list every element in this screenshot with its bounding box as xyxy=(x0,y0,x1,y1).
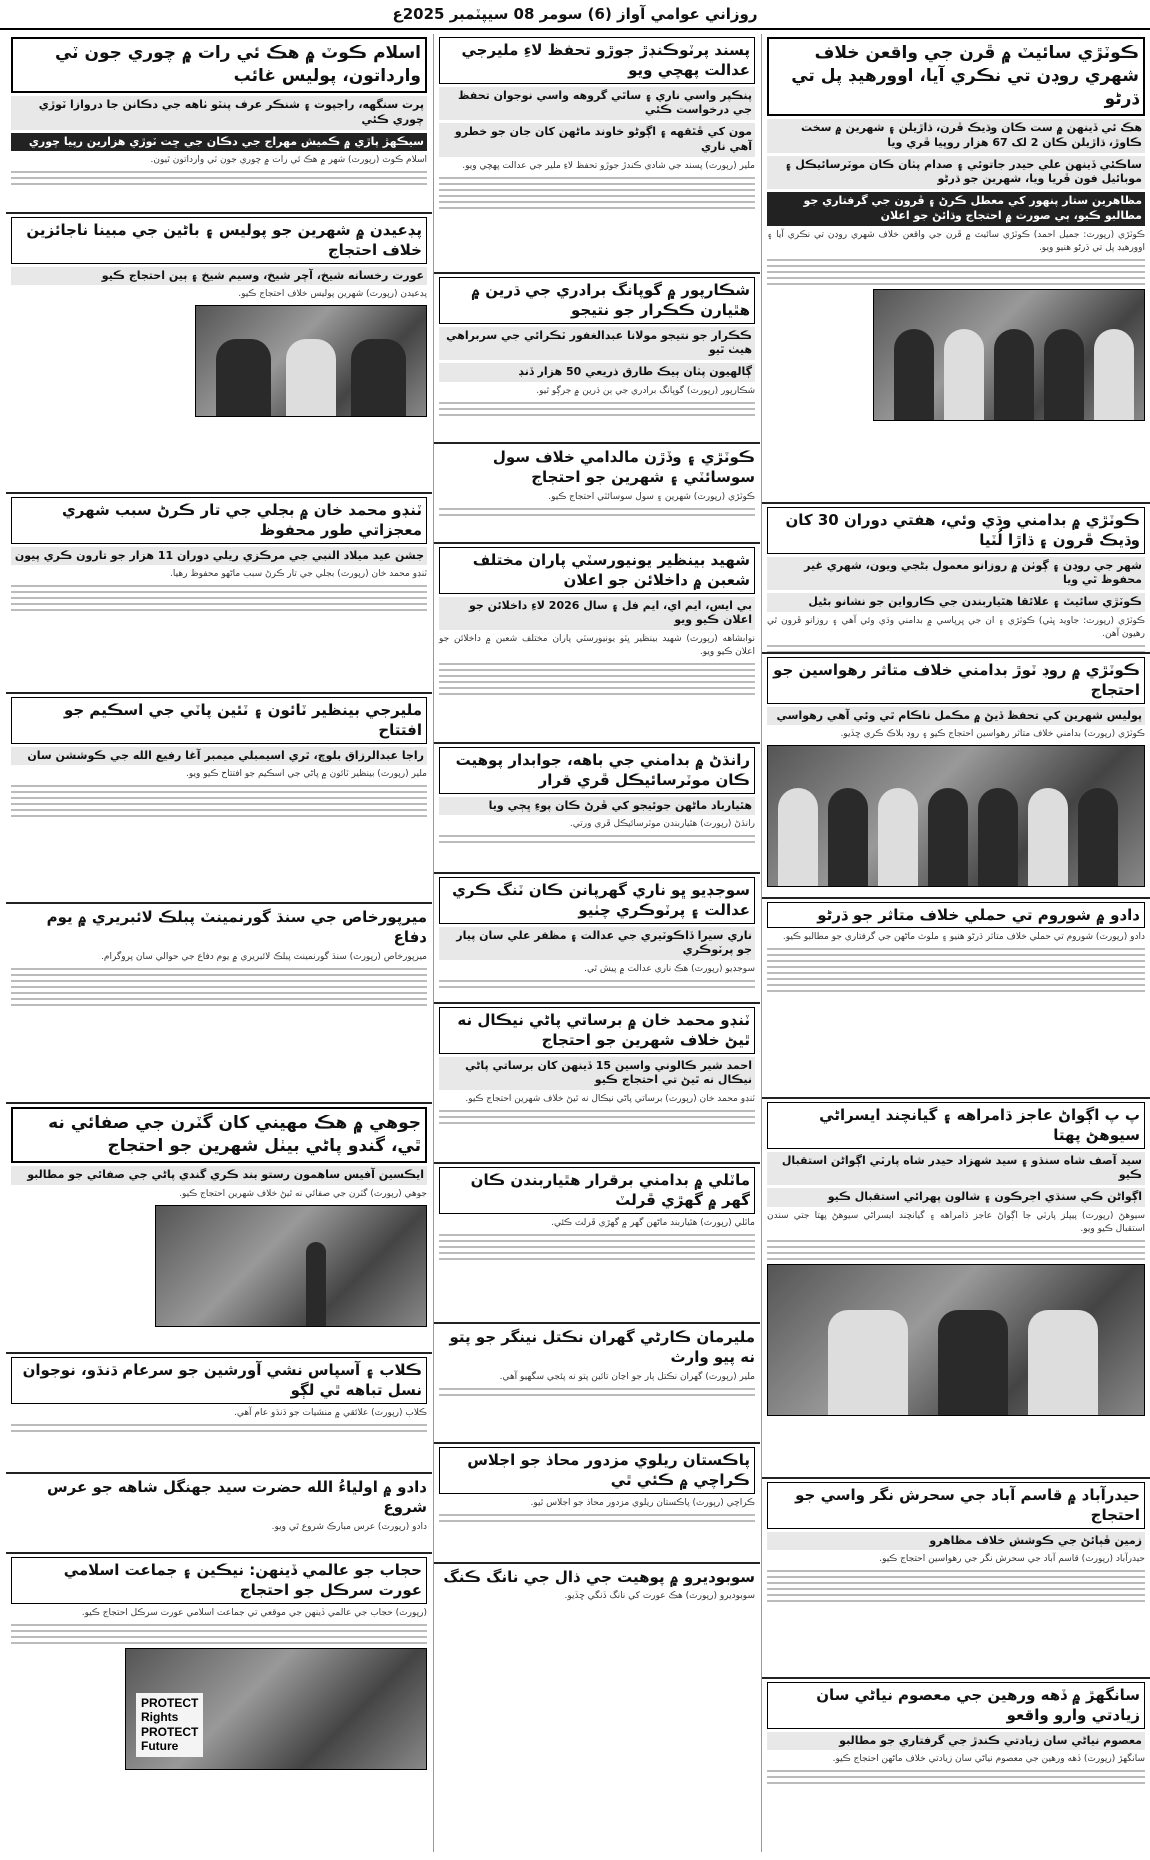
subheadline: راجا عبدالرزاق بلوچ، ٿري اسيمبلي ميمبر آغا رفيع الله جي ڪوششن سان xyxy=(11,747,427,766)
text-lines xyxy=(439,1514,755,1522)
text-lines xyxy=(767,1770,1145,1784)
article-body: ڪوٽڙي (رپورٽ) بدامني خلاف متاثر رهواسين احتجاج ڪيو ۽ روڊ بلاڪ ڪري ڇڏيو. xyxy=(840,729,1145,740)
headline: رانڌڻ ۾ بدامني جي باهه، جوابدار پوهيت ڪان موٽرسائيڪل ڦري قرار xyxy=(439,747,755,794)
article-body: اسلام ڪوٽ (رپورٽ) شهر ۾ هڪ ئي رات ۾ چوري جون ٽي وارداتون ٿيون. xyxy=(150,155,427,166)
text-lines xyxy=(11,171,427,185)
story xyxy=(434,1164,760,1324)
headline: پڊعيدن ۾ شهرين جو پوليس ۽ باڻين جي مبينا ناجائزين خلاف احتجاج xyxy=(11,217,427,264)
subheadline: ڪڪرار جو نتيجو مولانا عبدالغفور ٽڪرائي جي سربراهي هيٺ ٿيو xyxy=(439,327,755,361)
headline: ٽنڊو محمد خان ۾ برساتي پاڻي نيڪال نه ٿيڻ خلاف شهرين جو احتجاج xyxy=(439,1007,755,1054)
story xyxy=(762,1679,1150,1849)
headline: ڪلاب ۽ آسپاس نشي آورشين جو سرعام ڌنڌو، نوجوان نسل تباهه ٿي لڳو xyxy=(11,1357,427,1404)
article-body: ملير (رپورٽ) بينظير ٽائون ۾ پاڻي جي اسڪيم جو افتتاح ڪيو ويو. xyxy=(186,769,427,780)
subheadline: پرت سنگهه، راجپوت ۽ شنڪر عرف پنٽو ٺاهه جي دڪانن جا دروازا ٽوڙي چوري ڪئي xyxy=(11,96,427,130)
story xyxy=(434,874,760,1004)
article-body: سوبوديرو (رپورٽ) هڪ عورت کي نانگ ڏنگي ڇڏيو. xyxy=(564,1591,755,1602)
story xyxy=(6,494,432,694)
banner-line: PROTECT xyxy=(141,1695,199,1710)
article-body: رانڌڻ (رپورٽ) هٿياربندن موٽرسائيڪل ڦري ورتي. xyxy=(569,819,755,830)
text-lines xyxy=(11,968,427,1006)
story xyxy=(434,1564,760,1654)
subheadline: هٿيارباد ماڻهن جوئيجو کي ڦرڻ ڪان پوءِ ڀڄي ويا xyxy=(439,797,755,816)
article-body: سيوهڻ (رپورٽ) پيپلز پارٽي جا اڳواڻ عاجز ڌامراهه ۽ گيانچند ايسراڻي سيوهڻ پهتا جتي سندن استقبال ڪيو ويو. xyxy=(767,1211,1145,1235)
article-body: ڪراچي (رپورٽ) پاڪستان ريلوي مزدور محاذ جو اجلاس ٿيو. xyxy=(530,1497,755,1508)
text-lines xyxy=(11,1624,427,1644)
text-lines xyxy=(439,663,755,695)
article-body: پڊعيدن (رپورٽ) شهرين پوليس خلاف احتجاج ڪيو. xyxy=(238,289,427,300)
text-lines xyxy=(439,1234,755,1260)
story xyxy=(6,1554,432,1844)
story xyxy=(6,34,432,214)
story xyxy=(6,214,432,494)
article-body: ڪلاب (رپورٽ) علائقي ۾ منشيات جو ڌنڌو عام آهي. xyxy=(233,1407,427,1418)
subheadline: احمد شير ڪالوني واسين 15 ڏينهن کان برساتي پاڻي نيڪال نه ٿيڻ تي احتجاج ڪيو xyxy=(439,1057,755,1091)
article-body: دادو (رپورٽ) عرس مبارڪ شروع ٿي ويو. xyxy=(271,1521,427,1532)
article-body: ملير (رپورٽ) گهران نڪتل ٻار جو اڃان تائين پتو نه پئجي سگهيو آهي. xyxy=(499,1371,755,1382)
article-body: دادو (رپورٽ) شوروم تي حملي خلاف متاثر ڌرڻو هنيو ۽ ملوث ماڻهن جي گرفتاري جو مطالبو ڪيو. xyxy=(782,932,1145,943)
text-lines xyxy=(767,259,1145,285)
text-lines xyxy=(439,508,755,516)
article-body: ڪوٽڙي (رپورٽ: جميل احمد) ڪوٽڙي سائيٽ ۾ ڦرن جي واقعن خلاف شهري روڊن تي نڪري آيا ۽ اوورهيڊ پل تي ڌرڻو هنيو ويو. xyxy=(767,229,1145,253)
headline: مليرمان ڪارڻي گهران نڪتل نينگر جو پتو نه پيو وارث xyxy=(449,1328,755,1367)
article-body: جوهي (رپورٽ) گٽرن جي صفائي نه ٿيڻ خلاف شهرين احتجاج ڪيو. xyxy=(179,1188,427,1199)
headline: سوبوديرو ۾ پوهيت جي ذال جي نانگ ڪنگ xyxy=(443,1568,755,1586)
text-lines xyxy=(11,785,427,817)
article-body: ٽنڊو محمد خان (رپورٽ) برساتي پاڻي نيڪال نه ٿيڻ خلاف شهرين احتجاج ڪيو. xyxy=(465,1094,755,1105)
story xyxy=(6,1354,432,1474)
subheadline: ناري سيرا ڏاڪوٽيري جي عدالت ۽ مظفر علي سان پيار جو پرٽوڪري xyxy=(439,927,755,961)
headline: اسلام ڪوٽ ۾ هڪ ئي رات ۾ چوري جون ٽي وارداتون، پوليس غائب xyxy=(11,37,427,93)
headline: مليرجي بينظير ٽائون ۽ ٽئين پاٽي جي اسڪيم جو افتتاح xyxy=(11,697,427,744)
subheadline: معصوم نياڻي سان زيادتي ڪندڙ جي گرفتاري جو مطالبو xyxy=(767,1732,1145,1751)
headline: شهيد بينظير يونيورسٽي پاران مختلف شعبن ۾ داخلائن جو اعلان xyxy=(439,547,755,594)
story xyxy=(6,694,432,904)
banner-line: PROTECT xyxy=(141,1724,199,1739)
headline: ڪوٽڙي سائيٽ ۾ ڦرن جي واقعن خلاف شهري روڊن تي نڪري آيا، اوورهيڊ پل تي ڌرڻو xyxy=(767,37,1145,116)
headline: سوجڊيو ڀو ناري گهرپانن ڪان ٽنگ ڪري عدالت ۽ پرٽوڪري چٺيو xyxy=(439,877,755,924)
article-body: (رپورٽ) حجاب جي عالمي ڏينهن جي موقعي تي جماعت اسلامي عورت سرڪل احتجاج ڪيو. xyxy=(81,1607,427,1618)
text-lines xyxy=(439,1110,755,1124)
story xyxy=(434,444,760,544)
headline: حجاب جو عالمي ڏينهن: نيڪين ۽ جماعت اسلامي عورت سرڪل جو احتجاج xyxy=(11,1557,427,1604)
text-lines xyxy=(11,585,427,611)
headline: ميرپورخاص جي سنڌ گورنمينٽ پبلڪ لائبريري ۾ يوم دفاع xyxy=(46,908,427,947)
news-photo xyxy=(195,305,427,417)
article-body: ٽنڊو محمد خان (رپورٽ) بجلي جي تار ڪرڻ سبب ماڻهو محفوظ رهيا. xyxy=(170,569,427,580)
text-lines xyxy=(439,835,755,843)
text-lines xyxy=(11,1424,427,1432)
headline: دادو ۾ شوروم تي حملي خلاف متاثر جو ڌرڻو xyxy=(767,902,1145,928)
article-body: شڪارپور (رپورٽ) گوپانگ برادري جي ٻن ڌرين ۾ جرڳو ٿيو. xyxy=(536,386,755,397)
subheadline: هڪ ئي ڏينهن ۾ ست ڪان وڌيڪ ڦرن، ڌاڙيلن ۽ شهرين ۾ سخت ڪاوڙ، ڌاڙيلن ڪان 2 لک 67 هزار روپيا ڦري ويا xyxy=(767,119,1145,153)
subheadline: سيد آصف شاه سنڌو ۽ سيد شهزاد حيدر شاه پارٽي اڳواڻن استقبال ڪيو xyxy=(767,1152,1145,1186)
story xyxy=(434,1444,760,1564)
headline: ڪوٽڙي ۾ روڊ ٽوڙ بدامني خلاف متاثر رهواسين جو احتجاج xyxy=(767,657,1145,704)
headline: شڪارپور ۾ گوپانگ برادري جي ڌرين ۾ هٿيارن ڪڪرار جو نتيجو xyxy=(439,277,755,324)
headline: ڪوٽڙي ۽ وڏڙن مالدامي خلاف سول سوسائٽي ۽ شهرين جو احتجاج xyxy=(492,448,755,487)
headline: ڪوٽڙي ۾ بدامني وڌي وئي، هفتي دوران 30 کان وڌيڪ ڦرون ۽ ڌاڙا لُٽيا xyxy=(767,507,1145,554)
text-lines xyxy=(767,948,1145,992)
story xyxy=(6,1104,432,1354)
subheadline: ساڪئي ڏينهن علي حيدر جاتوئي ۽ صدام پٺان ڪان موٽرسائيڪل ۽ موبائيل فون ڦريا ويا، شهرين جو ڌرڻو xyxy=(767,156,1145,190)
subheadline: شهر جي روڊن ۽ ڳوٺن ۾ روزانو معمول بڻجي ويون، شهري غير محفوظ ٿي ويا xyxy=(767,557,1145,591)
story xyxy=(762,1479,1150,1679)
column-left xyxy=(6,34,432,1852)
headline: ٽنڊو محمد خان ۾ بجلي جي تار ڪرڻ سبب شهري معجزاتي طور محفوظ xyxy=(11,497,427,544)
subheadline: جشن عيد ميلاد النبي جي مرڪزي ريلي دوران 11 هزار جو تارون ڪري پيون xyxy=(11,547,427,566)
subheadline: مظاهرين ستار پنهور کي معطل ڪرڻ ۽ ڦرون جي گرفتاري جو مطالبو ڪيو، ٻي صورت ۾ احتجاج وڌائڻ جو اعلان xyxy=(767,192,1145,226)
news-photo xyxy=(767,1264,1145,1416)
story xyxy=(762,504,1150,654)
story xyxy=(434,744,760,874)
text-lines xyxy=(439,402,755,416)
text-lines xyxy=(439,980,755,988)
headline: جوهي ۾ هڪ مهيني کان گٽرن جي صفائي نه ٿي، گندو پاڻي بيٺل شهرين جو احتجاج xyxy=(11,1107,427,1163)
masthead: روزاني عوامي آواز (6) سومر 08 سيپٽمبر 2025ع xyxy=(0,0,1150,30)
subheadline: اڳواڻن ڪي سنڌي اجرڪون ۽ شالون پهرائي استقبال ڪيو xyxy=(767,1188,1145,1207)
story xyxy=(6,1474,432,1554)
article-body: ميرپورخاص (رپورٽ) سنڌ گورنمينٽ پبلڪ لائبريري ۾ يوم دفاع جي حوالي سان پروگرام. xyxy=(101,951,427,962)
column-right xyxy=(761,34,1150,1852)
news-photo xyxy=(155,1205,427,1327)
news-photo xyxy=(873,289,1145,421)
headline: دادو ۾ اولياءُ الله حضرت سيد جهنگل شاهه جو عرس شروع xyxy=(46,1478,427,1517)
story xyxy=(762,654,1150,899)
banner-line: Rights xyxy=(141,1710,179,1725)
story xyxy=(762,34,1150,504)
article-body: سانگهڙ (رپورٽ) ڏهه ورهين جي معصوم نياڻي سان زيادتي خلاف ماڻهن احتجاج ڪيو. xyxy=(832,1754,1145,1765)
news-photo xyxy=(767,745,1145,887)
article-body: ڪوٽڙي (رپورٽ: جاويد ڀٽي) ڪوٽڙي ۽ ان جي ڀرپاسي ۾ بدامني وڌي وئي آهي ۽ روزانو ڦرون ٿي رهيون آهن. xyxy=(767,616,1145,640)
news-photo xyxy=(125,1648,427,1770)
headline: حيدرآباد ۾ قاسم آباد جي سحرش نگر واسي جو احتجاج xyxy=(767,1482,1145,1529)
subheadline: پنڪپر واسي ناري ۽ ساٿي گروهه واسي نوجوان تحفظ جي درخواست ڪئي xyxy=(439,87,755,121)
story xyxy=(762,1099,1150,1479)
article-body: حيدرآباد (رپورٽ) قاسم آباد جي سحرش نگر جي رهواسين احتجاج ڪيو. xyxy=(879,1554,1145,1565)
subheadline: عورت رخسانه شيخ، آچر شيخ، وسيم شيخ ۽ ٻين احتجاج ڪيو xyxy=(11,267,427,286)
story xyxy=(434,34,760,274)
article-body: ملير (رپورٽ) پسند جي شادي ڪندڙ جوڙو تحفظ لاءِ ملير جي عدالت پهچي ويو. xyxy=(462,160,755,171)
article-body: نوابشاهه (رپورٽ) شهيد بينظير ڀٽو يونيورسٽي پاران مختلف شعبن ۾ داخلائن جو اعلان ڪيو ويو. xyxy=(439,634,755,658)
story xyxy=(434,1324,760,1444)
subheadline: مون کي ڦٿقهه ۽ اڳوڻو خاوند ماڻهن کان جان جو خطرو آهي ناري xyxy=(439,123,755,157)
article-body: سوجڊيو (رپورٽ) هڪ ناري عدالت ۾ پيش ٿي. xyxy=(584,964,755,975)
story xyxy=(434,1004,760,1164)
subheadline: سيڪهڙ پاڙي ۾ ڪميش مهراج جي دڪان جي ڇت ٽوڙي هزارين رپيا چوري xyxy=(11,133,427,152)
subheadline: بي ايس، ايم اي، ايم فل ۽ سال 2026 لاءِ داخلائن جو اعلان ڪيو ويو xyxy=(439,597,755,631)
story xyxy=(434,274,760,444)
story xyxy=(762,899,1150,1099)
subheadline: پوليس شهرين کي تحفظ ڏيڻ ۾ مڪمل ناڪام ٿي وئي آهي رهواسي xyxy=(767,707,1145,726)
subheadline: ڪوٽڙي سائيٽ ۽ علائقا هٿياربندن جي ڪارواين جو نشانو بڻيل xyxy=(767,593,1145,612)
photo-banner xyxy=(136,1693,203,1757)
text-lines xyxy=(439,177,755,209)
subheadline: ايڪسين آفيس ساهمون رستو بند ڪري گندي پاڻي جي صفائي جو مطالبو xyxy=(11,1166,427,1185)
banner-line: Future xyxy=(141,1739,179,1754)
headline: پاڪستان ريلوي مزدور محاذ جو اجلاس ڪراچي ۾ ڪئي ٿي xyxy=(439,1447,755,1494)
headline: ماٽلي ۾ بدامني برقرار هٿياربندن ڪان گهر ۾ گهڙي ڦرلٽ xyxy=(439,1167,755,1214)
text-lines xyxy=(767,1240,1145,1260)
story xyxy=(6,904,432,1104)
text-lines xyxy=(767,645,1145,654)
headline: سانگهڙ ۾ ڏهه ورهين جي معصوم نياڻي سان زيادتي وارو واقعو xyxy=(767,1682,1145,1729)
headline: پسند پرٽوڪنڊڙ جوڙو تحفظ لاءِ مليرجي عدالت پهچي ويو xyxy=(439,37,755,84)
story xyxy=(434,544,760,744)
article-body: ماٽلي (رپورٽ) هٿياربند ماڻهن گهر ۾ گهڙي ڦرلٽ ڪئي. xyxy=(551,1217,755,1228)
column-middle xyxy=(433,34,760,1852)
text-lines xyxy=(767,1570,1145,1602)
subheadline: ڳالهيون پٺان ٻيڪ طارق ذريعي 50 هزار ڏنڊ xyxy=(439,363,755,382)
subheadline: زمين ڦٻائڻ جي ڪوشش خلاف مظاهرو xyxy=(767,1532,1145,1551)
headline: پ پ اڳواڻ عاجز ڌامراهه ۽ گيانچند ايسراڻي سيوهڻ پهتا xyxy=(767,1102,1145,1149)
text-lines xyxy=(439,1388,755,1396)
article-body: ڪوٽڙي (رپورٽ) شهرين ۽ سول سوسائٽي احتجاج ڪيو. xyxy=(548,491,755,502)
